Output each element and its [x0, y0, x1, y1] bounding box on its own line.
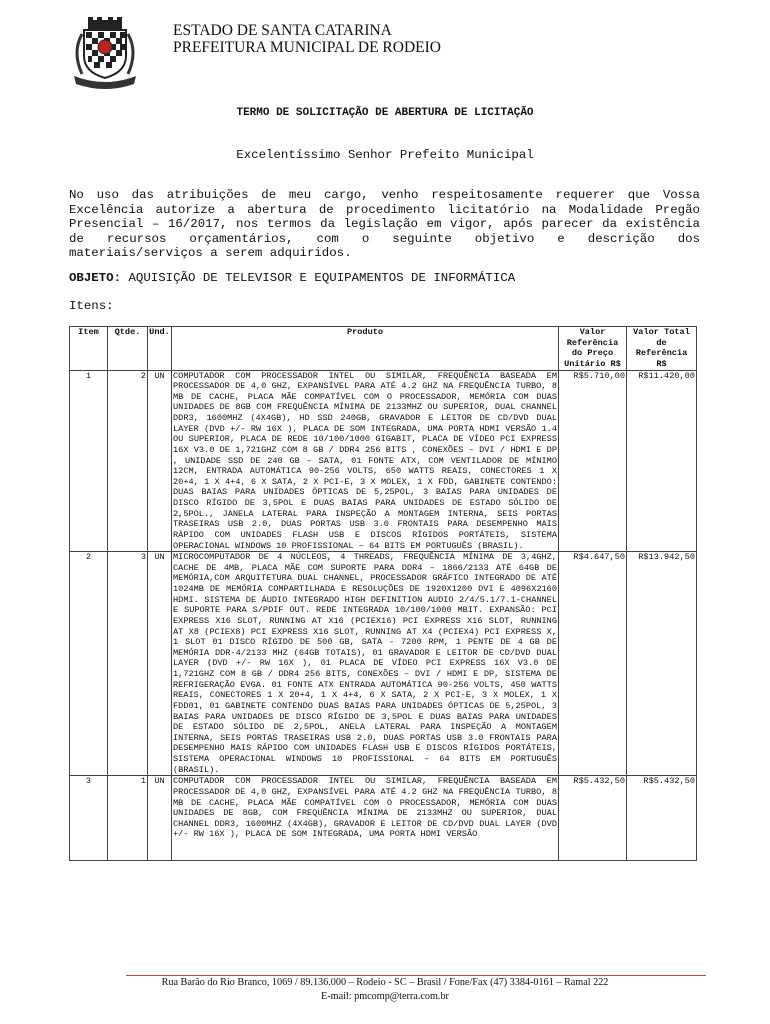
row-und: UN: [148, 776, 172, 861]
row-und: UN: [148, 552, 172, 776]
row-valor-unitario: R$4.647,50: [559, 552, 627, 776]
row-valor-total: R$13.942,50: [627, 552, 697, 776]
row-valor-unitario: R$5.710,00: [559, 370, 627, 552]
footer-email: E-mail: pmcomp@terra.com.br: [321, 991, 449, 1002]
table-row: [70, 370, 697, 552]
row-produto: MICROCOMPUTADOR DE 4 NÚCLEOS, 4 THREADS, FREQUÊNCIA MÍNIMA DE 3,4GHZ, CACHE DE 4MB, PLACA MÃE COM SUPORTE PARA DDR4 – 1866/2133 ATÉ 64GB DE MEMÓRIA,COM ARQUITETURA DUAL CHANNEL, PROCESSADOR GRÁFICO INTEGRADO DE ATÉ 1024MB DE MEMÓRIA COMPARTILHADA E RESOLUÇÕES DE 1920X1200 DVI E 4096X2160 HDMI. SISTEMA DE ÁUDIO INTEGRADO HIGH DEFINITION AUDIO 2/4/5.1/7.1-CHANNEL E SUPORTE PARA S/PDIF OUT. REDE INTEGRADA 10/100/1000 MBIT. EXPANSÃO: PCI EXPRESS X16 SLOT, RUNNING AT X16 (PCIEX16) PCI EXPRESS X16 SLOT, RUNNING AT X8 (PCIEX8) PCI EXPRESS X16 SLOT, RUNNING AT X4 (PCIEX4) PCI EXPRESS X, 1 SLOT 01 DISCO RÍGIDO DE 500 GB, SATA - 7200 RPM, 1 PENTE DE 4 GB DE MEMÓRIA DDR-4/2133 MHZ (64GB TOTAIS), 01 GRAVADOR E LEITOR DE CD/DVD DUAL LAYER (DVD +/- RW 16X ), 01 PLACA DE VÍDEO PCI EXPRESS 16X V3.0 DE 1,721GHZ COM 8 GB / DDR4 256 BITS, CONEXÕES – DVI / HDMI E DP, SISTEMA DE REFRIGERAÇÃO EVGA. 01 FONTE ATX ENTRADA AUTOMÁTICA 90-256 VOLTS, 450 WATTS REAIS, CONECTORES 1 X 20+4, 1 X 4+4, 6 X SATA, 2 X PCI-E, 3 X MOLEX, 1 X FDD01, 01 GABINETE CONTENDO DUAS BAIAS PARA UNIDADES ÓPTICAS DE 5,25POL, 3 BAIAS PARA UNIDADES DE DISCO RÍGIDO DE 3,5POL E DUAS BAIAS PARA UNIDADES DE ESTADO SÓLIDO DE 2,5POL, ANELA LATERAL PARA INSPEÇÃO A MONTAGEM INTERNA, SEIS PORTAS TRASEIRAS USB 2.0, DUAS PORTAS USB 3.0 FRONTAIS PARA DESEMPENHO MAIS RÁPIDO COM UNIDADES FLASH USB E DISCOS RÍGIDOS PORTÁTEIS, SISTEMA OPERACIONAL WINDOWS 10 PROFISSIONAL – 64 BITS EM PORTUGUÊS (BRASIL).: [173, 552, 557, 775]
table-header-row: [70, 327, 697, 371]
document-title: TERMO DE SOLICITAÇÃO DE ABERTURA DE LICITAÇÃO: [236, 107, 534, 119]
row-produto: COMPUTADOR COM PROCESSADOR INTEL OU SIMILAR, FREQUÊNCIA BASEADA EM PROCESSADOR DE 4,0 GHZ, EXPANSÍVEL PARA ATÉ 4.2 GHZ NA FREQUÊNCIA TURBO, 8 MB DE CACHE, PLACA MÃE COMPATÍVEL COM O PROCESSADOR, MEMÓRIA COM DUAS UNIDADES DE 8GB COM FREQUÊNCIA MÍNIMA DE 2133MHZ OU SUPERIOR, DUAL CHANNEL DDR3, 1600MHZ (4X4GB), HD SSD 240GB, GRAVADOR E LEITOR DE CD/DVD DUAL LAYER (DVD +/- RW 16X ), PLACA DE SOM INTEGRADA, UMA PORTA HDMI VERSÃO 1.4 OU SUPERIOR, PLACA DE REDE 10/100/1000 GIGABIT, PLACA DE VÍDEO PCI EXPRESS 16X V3.0 DE 1,721GHZ COM 8 GB / DDR4 256 BITS , CONEXÕES – DVI / HDMI E DP , UNIDADE SSD DE 240 GB – SATA, 01 FONTE ATX, COM VENTILADOR DE MÍNIMO 12CM, ENTRADA AUTOMÁTICA 90-256 VOLTS, 650 WATTS REAIS, CONECTORES 1 X 20+4, 1 X 4+4, 6 X SATA, 2 X PCI-E, 3 X MOLEX, 1 X FDD, GABINETE CONTENDO: DUAS BAIAS PARA UNIDADES ÓPTICAS DE 5,25POL, 3 BAIAS PARA UNIDADES DE DISCO RÍGIDO DE 3,5POL E DUAS BAIAS PARA UNIDADES DE ESTADO SÓLIDO DE 2,5POL., JANELA LATERAL PARA INSPEÇÃO A MONTAGEM INTERNA, SEIS PORTAS TRASEIRAS USB 2.0, DUAS PORTAS USB 3.0 FRONTAIS PARA DESEMPENHO MAIS RÁPIDO COM UNIDADES FLASH USB E DISCOS RÍGIDOS PORTÁTEIS, SISTEMA OPERACIONAL WINDOWS 10 PROFISSIONAL – 64 BITS EM PORTUGUÊS (BRASIL).: [173, 370, 557, 551]
row-und: UN: [148, 370, 172, 552]
col-header-produto: Produto: [172, 327, 559, 371]
row-valor-total: R$5.432,50: [627, 776, 697, 861]
request-paragraph: No uso das atribuições de meu cargo, venho respeitosamente requerer que Vossa Excelência autorize a abertura de procedimento licitatório na Modalidade Pregão Presencial – 16/2017, nos termos da legislação em vigor, após parecer da existência de recursos orçamentários, com o seguinte objetivo e descrição dos materiais/serviços a serem adquiridos.: [69, 188, 700, 260]
objeto-label: OBJETO:: [69, 271, 122, 285]
letterhead-state: ESTADO DE SANTA CATARINA: [173, 22, 392, 39]
row-valor-unitario: R$5.432,50: [559, 776, 627, 861]
footer-address: Rua Barão do Rio Branco, 1069 / 89.136.000 – Rodeio - SC – Brasil / Fone/Fax (47) 3384-0161 – Ramal 222: [161, 977, 609, 988]
footer-divider: [126, 975, 706, 976]
col-header-und: Und.: [148, 327, 172, 371]
col-header-valor-total: Valor Total de Referência R$: [627, 327, 697, 371]
col-header-valor-unitario: Valor Referência do Preço Unitário R$: [559, 327, 627, 371]
row-item: 3: [70, 776, 108, 861]
row-item: 1: [70, 370, 108, 552]
col-header-qtde: Qtde.: [108, 327, 148, 371]
table-row: [70, 552, 697, 776]
municipal-crest-icon: [68, 16, 142, 90]
letterhead: [173, 22, 441, 56]
greeting: Excelentíssimo Senhor Prefeito Municipal: [236, 148, 534, 162]
row-qtde: 2: [108, 370, 148, 552]
row-item: 2: [70, 552, 108, 776]
row-produto-cell: [172, 776, 559, 861]
items-table: [69, 326, 697, 861]
row-qtde: 1: [108, 776, 148, 861]
row-valor-total: R$11.420,00: [627, 370, 697, 552]
table-row: [70, 776, 697, 861]
row-produto: COMPUTADOR COM PROCESSADOR INTEL OU SIMILAR, FREQUÊNCIA BASEADA EM PROCESSADOR DE 4,0 GHZ, EXPANSÍVEL PARA ATÉ 4.2 GHZ NA FREQUÊNCIA TURBO, 8 MB DE CACHE, PLACA MÃE COMPATÍVEL COM O PROCESSADOR, MEMÓRIA COM DUAS UNIDADES DE 8GB, COM FREQUÊNCIA MÍNIMA DE 2133MHZ OU SUPERIOR, DUAL CHANNEL DDR3, 1600MHZ (4X4GB), GRAVADOR E LEITOR DE CD/DVD DUAL LAYER (DVD +/- RW 16X ), PLACA DE SOM INTEGRADA, UMA PORTA HDMI VERSÃO: [173, 776, 557, 840]
row-qtde: 3: [108, 552, 148, 776]
objeto-line: [69, 271, 515, 285]
itens-label: Itens:: [69, 299, 114, 313]
objeto-text: AQUISIÇÃO DE TELEVISOR E EQUIPAMENTOS DE INFORMÁTICA: [128, 271, 516, 285]
letterhead-prefecture: PREFEITURA MUNICIPAL DE RODEIO: [173, 39, 441, 56]
col-header-item: Item: [70, 327, 108, 371]
